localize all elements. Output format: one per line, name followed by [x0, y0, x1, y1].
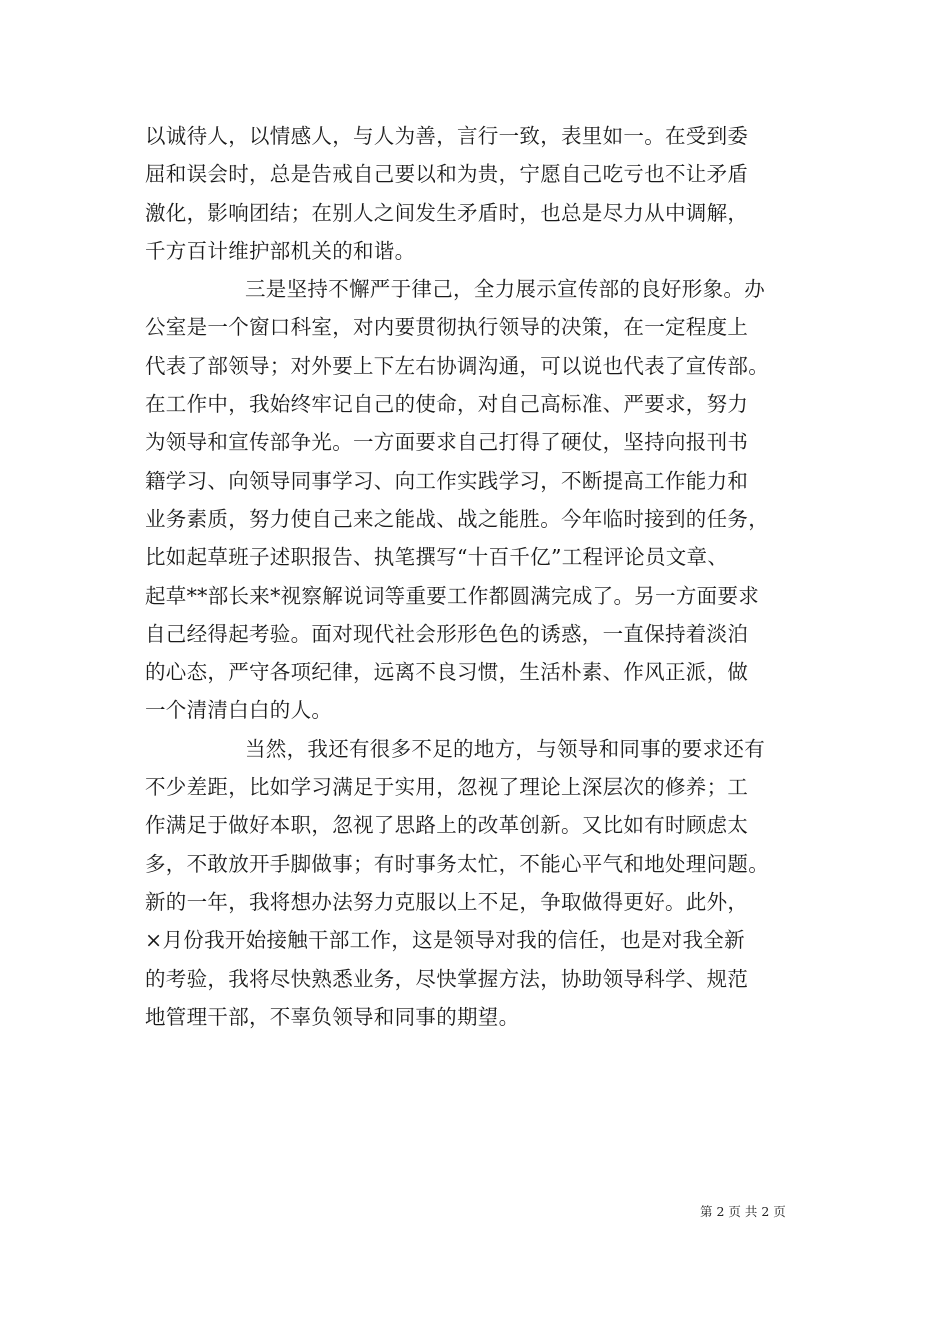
paragraph-3-line-4: 多，不敢放开手脚做事；有时事务太忙，不能心平气和地处理问题。 [145, 851, 769, 876]
paragraph-2-line-5: 为领导和宣传部争光。一方面要求自己打得了硬仗，坚持向报刊书 [145, 430, 749, 455]
paragraph-2-line-12: 一个清清白白的人。 [145, 698, 333, 723]
paragraph-1-line-4: 千方百计维护部机关的和谐。 [145, 238, 416, 263]
paragraph-3-line-5: 新的一年，我将想办法努力克服以上不足，争取做得更好。此外， [145, 889, 749, 914]
paragraph-3-line-6: ×月份我开始接触干部工作，这是领导对我的信任，也是对我全新 [145, 928, 745, 953]
paragraph-2-line-1: 三是坚持不懈严于律己，全力展示宣传部的良好形象。办 [245, 277, 765, 302]
document-body [145, 117, 835, 1036]
paragraph-1-line-3: 激化，影响团结；在别人之间发生矛盾时，也总是尽力从中调解， [145, 200, 749, 225]
paragraph-3-line-7: 的考验，我将尽快熟悉业务，尽快掌握方法，协助领导科学、规范 [145, 966, 749, 991]
paragraph-2-line-8: 比如起草班子述职报告、执笔撰写“十百千亿”工程评论员文章、 [145, 545, 729, 570]
paragraph-2-line-11: 的心态，严守各项纪律，远离不良习惯，生活朴素、作风正派，做 [145, 660, 749, 685]
paragraph-3-line-1: 当然，我还有很多不足的地方，与领导和同事的要求还有 [245, 736, 765, 761]
paragraph-2-line-6: 籍学习、向领导同事学习、向工作实践学习，不断提高工作能力和 [145, 468, 749, 493]
paragraph-2-line-10: 自己经得起考验。面对现代社会形形色色的诱惑，一直保持着淡泊 [145, 621, 749, 646]
paragraph-3-line-3: 作满足于做好本职，忽视了思路上的改革创新。又比如有时顾虑太 [145, 813, 749, 838]
paragraph-1-line-1: 以诚待人，以情感人，与人为善，言行一致，表里如一。在受到委 [145, 124, 749, 148]
paragraph-2-line-4: 在工作中，我始终牢记自己的使命，对自己高标准、严要求，努力 [145, 392, 749, 417]
page-number-footer: 第 2 页 共 2 页 [700, 1204, 786, 1219]
paragraph-2-line-7: 业务素质，努力使自己来之能战、战之能胜。今年临时接到的任务， [145, 506, 769, 531]
paragraph-2-line-2: 公室是一个窗口科室，对内要贯彻执行领导的决策，在一定程度上 [145, 315, 749, 340]
paragraph-1-line-2: 屈和误会时，总是告戒自己要以和为贵，宁愿自己吃亏也不让矛盾 [145, 162, 749, 187]
paragraph-2-line-9: 起草**部长来*视察解说词等重要工作都圆满完成了。另一方面要求 [145, 583, 760, 608]
paragraph-3-line-8: 地管理干部，不辜负领导和同事的期望。 [145, 1004, 520, 1029]
paragraph-2-line-3: 代表了部领导；对外要上下左右协调沟通，可以说也代表了宣传部。 [145, 353, 769, 378]
paragraph-3-line-2: 不少差距，比如学习满足于实用，忽视了理论上深层次的修养；工 [145, 775, 749, 800]
